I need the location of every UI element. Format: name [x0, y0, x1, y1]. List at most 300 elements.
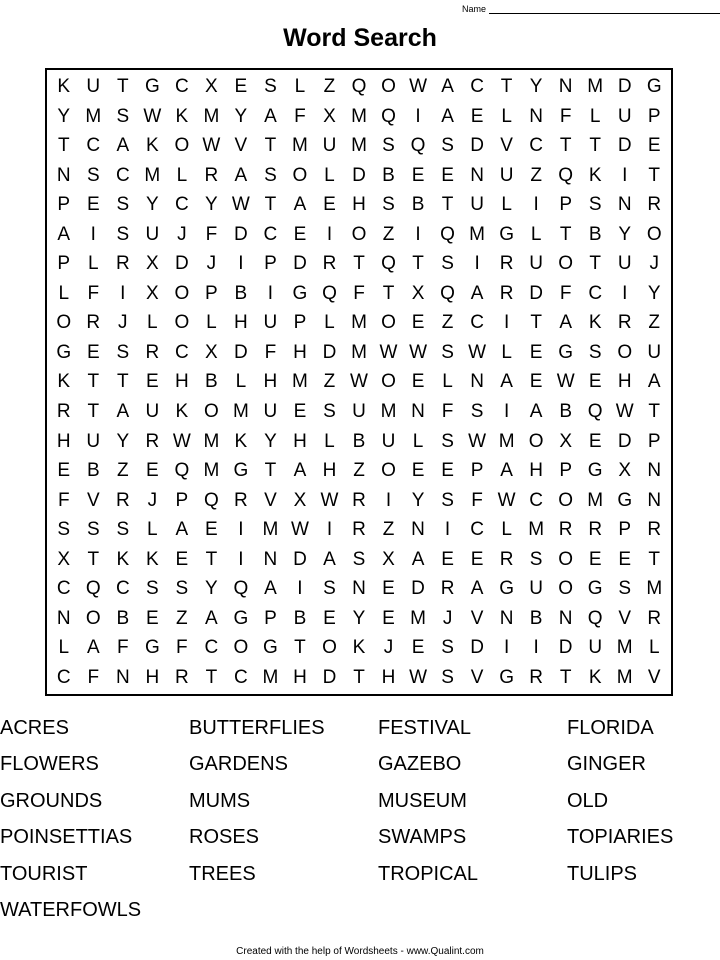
grid-cell[interactable]: A: [441, 105, 454, 127]
grid-cell[interactable]: G: [646, 76, 662, 98]
grid-cell[interactable]: W: [320, 489, 339, 511]
grid-cell[interactable]: T: [205, 548, 218, 570]
grid-cell[interactable]: P: [559, 460, 572, 482]
grid-cell[interactable]: A: [470, 578, 484, 600]
grid-cell[interactable]: O: [381, 371, 396, 393]
grid-cell[interactable]: X: [205, 76, 218, 98]
grid-cell[interactable]: F: [87, 282, 100, 304]
grid-cell[interactable]: Q: [440, 223, 455, 245]
grid-cell[interactable]: S: [588, 194, 602, 216]
grid-cell[interactable]: D: [470, 637, 484, 659]
grid-cell[interactable]: O: [174, 135, 190, 157]
grid-cell[interactable]: T: [87, 401, 100, 423]
grid-cell[interactable]: O: [646, 223, 662, 245]
grid-cell[interactable]: V: [86, 489, 100, 511]
grid-cell[interactable]: M: [616, 637, 633, 659]
grid-cell[interactable]: L: [58, 282, 70, 304]
grid-cell[interactable]: E: [411, 371, 425, 393]
grid-cell[interactable]: X: [323, 105, 336, 127]
grid-cell[interactable]: W: [172, 430, 191, 452]
grid-cell[interactable]: D: [234, 223, 248, 245]
grid-cell[interactable]: T: [500, 76, 513, 98]
grid-cell[interactable]: U: [145, 223, 160, 245]
grid-cell[interactable]: M: [203, 460, 220, 482]
grid-cell[interactable]: S: [264, 164, 277, 186]
grid-cell[interactable]: A: [234, 164, 248, 186]
grid-cell[interactable]: Y: [205, 194, 218, 216]
grid-cell[interactable]: Y: [264, 430, 277, 452]
grid-cell[interactable]: G: [233, 607, 249, 629]
grid-cell[interactable]: E: [234, 76, 248, 98]
grid-cell[interactable]: H: [174, 371, 189, 393]
grid-cell[interactable]: B: [382, 164, 395, 186]
grid-cell[interactable]: I: [120, 282, 126, 304]
grid-cell[interactable]: O: [558, 253, 574, 275]
grid-cell[interactable]: A: [500, 460, 513, 482]
grid-cell[interactable]: D: [617, 430, 632, 452]
grid-cell[interactable]: B: [529, 607, 543, 629]
grid-cell[interactable]: D: [617, 135, 632, 157]
grid-cell[interactable]: Z: [176, 607, 188, 629]
grid-cell[interactable]: O: [558, 578, 574, 600]
grid-cell[interactable]: V: [234, 135, 248, 157]
grid-cell[interactable]: U: [647, 341, 662, 363]
grid-cell[interactable]: M: [262, 666, 279, 688]
grid-cell[interactable]: R: [115, 253, 130, 275]
grid-cell[interactable]: C: [56, 578, 71, 600]
grid-cell[interactable]: T: [530, 312, 542, 334]
grid-cell[interactable]: H: [322, 460, 337, 482]
grid-cell[interactable]: L: [442, 371, 453, 393]
grid-cell[interactable]: R: [145, 341, 160, 363]
grid-cell[interactable]: T: [87, 371, 100, 393]
grid-cell[interactable]: N: [263, 548, 278, 570]
grid-cell[interactable]: U: [499, 164, 514, 186]
grid-cell[interactable]: A: [441, 76, 454, 98]
grid-cell[interactable]: T: [57, 135, 70, 157]
grid-cell[interactable]: D: [529, 282, 543, 304]
grid-cell[interactable]: E: [470, 105, 484, 127]
grid-cell[interactable]: Y: [647, 282, 661, 304]
grid-cell[interactable]: I: [533, 194, 539, 216]
grid-cell[interactable]: F: [176, 637, 188, 659]
grid-cell[interactable]: O: [617, 341, 633, 363]
grid-cell[interactable]: J: [177, 223, 187, 245]
grid-cell[interactable]: F: [205, 223, 218, 245]
grid-cell[interactable]: I: [503, 312, 510, 334]
grid-cell[interactable]: I: [238, 548, 244, 570]
grid-cell[interactable]: M: [410, 607, 426, 629]
grid-cell[interactable]: T: [412, 253, 424, 275]
grid-cell[interactable]: T: [382, 282, 395, 304]
grid-cell[interactable]: F: [264, 341, 277, 363]
grid-cell[interactable]: T: [648, 548, 661, 570]
grid-cell[interactable]: H: [145, 666, 160, 688]
grid-cell[interactable]: J: [649, 253, 659, 275]
grid-cell[interactable]: E: [86, 194, 100, 216]
grid-cell[interactable]: P: [647, 430, 661, 452]
grid-cell[interactable]: D: [293, 253, 307, 275]
grid-cell[interactable]: S: [175, 578, 189, 600]
grid-cell[interactable]: D: [558, 637, 573, 659]
grid-cell[interactable]: N: [352, 578, 366, 600]
grid-cell[interactable]: M: [292, 371, 308, 393]
grid-cell[interactable]: S: [86, 164, 100, 186]
grid-cell[interactable]: E: [529, 371, 543, 393]
grid-cell[interactable]: L: [206, 312, 217, 334]
grid-cell[interactable]: A: [647, 371, 661, 393]
grid-cell[interactable]: H: [293, 430, 307, 452]
grid-cell[interactable]: Y: [116, 430, 130, 452]
grid-cell[interactable]: L: [501, 341, 512, 363]
grid-cell[interactable]: Q: [203, 489, 219, 511]
grid-cell[interactable]: T: [205, 666, 218, 688]
grid-cell[interactable]: I: [444, 519, 451, 541]
grid-cell[interactable]: A: [264, 105, 277, 127]
grid-cell[interactable]: E: [411, 164, 425, 186]
grid-cell[interactable]: N: [558, 607, 573, 629]
grid-cell[interactable]: E: [86, 341, 100, 363]
grid-cell[interactable]: E: [145, 460, 159, 482]
grid-cell[interactable]: R: [204, 164, 219, 186]
grid-cell[interactable]: L: [530, 223, 542, 245]
grid-cell[interactable]: Q: [174, 460, 190, 482]
grid-cell[interactable]: O: [381, 460, 396, 482]
grid-cell[interactable]: A: [293, 460, 307, 482]
grid-cell[interactable]: T: [117, 76, 129, 98]
grid-cell[interactable]: G: [499, 666, 514, 688]
grid-cell[interactable]: M: [144, 164, 161, 186]
grid-cell[interactable]: T: [559, 666, 572, 688]
grid-cell[interactable]: S: [441, 430, 454, 452]
grid-cell[interactable]: Z: [117, 460, 129, 482]
grid-cell[interactable]: Q: [381, 105, 396, 127]
grid-cell[interactable]: K: [175, 401, 189, 423]
grid-cell[interactable]: L: [589, 105, 601, 127]
grid-cell[interactable]: M: [380, 401, 397, 423]
grid-cell[interactable]: H: [56, 430, 71, 452]
grid-cell[interactable]: J: [206, 253, 217, 275]
grid-cell[interactable]: N: [56, 164, 71, 186]
grid-cell[interactable]: L: [324, 164, 335, 186]
grid-cell[interactable]: S: [618, 578, 632, 600]
grid-cell[interactable]: K: [57, 76, 71, 98]
grid-cell[interactable]: L: [87, 253, 99, 275]
grid-cell[interactable]: P: [205, 282, 218, 304]
grid-cell[interactable]: S: [116, 194, 130, 216]
grid-cell[interactable]: E: [588, 430, 602, 452]
grid-cell[interactable]: E: [323, 607, 336, 629]
grid-cell[interactable]: D: [322, 666, 337, 688]
grid-cell[interactable]: K: [145, 548, 159, 570]
grid-cell[interactable]: A: [529, 401, 543, 423]
grid-cell[interactable]: I: [326, 519, 333, 541]
grid-cell[interactable]: N: [499, 607, 514, 629]
grid-cell[interactable]: X: [411, 282, 425, 304]
grid-cell[interactable]: E: [145, 607, 159, 629]
grid-cell[interactable]: M: [351, 135, 367, 157]
grid-cell[interactable]: N: [470, 371, 484, 393]
grid-cell[interactable]: Y: [145, 194, 159, 216]
grid-cell[interactable]: G: [144, 637, 160, 659]
grid-cell[interactable]: P: [264, 607, 277, 629]
grid-cell[interactable]: F: [353, 282, 365, 304]
grid-cell[interactable]: E: [175, 548, 189, 570]
grid-cell[interactable]: U: [529, 253, 543, 275]
grid-cell[interactable]: B: [86, 460, 100, 482]
grid-cell[interactable]: I: [238, 253, 244, 275]
grid-cell[interactable]: Y: [411, 489, 425, 511]
grid-cell[interactable]: Z: [323, 76, 336, 98]
grid-cell[interactable]: K: [234, 430, 248, 452]
grid-cell[interactable]: L: [501, 519, 512, 541]
grid-cell[interactable]: U: [352, 401, 366, 423]
grid-cell[interactable]: P: [57, 194, 71, 216]
grid-cell[interactable]: L: [412, 430, 424, 452]
grid-cell[interactable]: W: [409, 341, 427, 363]
grid-cell[interactable]: U: [470, 194, 484, 216]
grid-cell[interactable]: A: [116, 135, 130, 157]
grid-cell[interactable]: C: [470, 76, 484, 98]
grid-cell[interactable]: M: [351, 105, 367, 127]
grid-cell[interactable]: J: [383, 637, 394, 659]
grid-cell[interactable]: T: [589, 253, 601, 275]
grid-cell[interactable]: H: [617, 371, 632, 393]
grid-cell[interactable]: W: [202, 135, 221, 157]
grid-cell[interactable]: Q: [233, 578, 249, 600]
grid-cell[interactable]: O: [558, 489, 574, 511]
grid-cell[interactable]: T: [87, 548, 100, 570]
grid-cell[interactable]: Z: [441, 312, 454, 334]
grid-cell[interactable]: O: [351, 223, 367, 245]
grid-cell[interactable]: D: [293, 548, 307, 570]
grid-cell[interactable]: V: [647, 666, 661, 688]
grid-cell[interactable]: P: [175, 489, 189, 511]
grid-cell[interactable]: K: [57, 371, 71, 393]
grid-cell[interactable]: M: [292, 135, 308, 157]
grid-cell[interactable]: F: [441, 401, 454, 423]
grid-cell[interactable]: E: [411, 637, 425, 659]
grid-cell[interactable]: B: [559, 401, 572, 423]
grid-cell[interactable]: S: [441, 341, 454, 363]
grid-cell[interactable]: P: [559, 194, 572, 216]
grid-cell[interactable]: G: [263, 637, 278, 659]
grid-cell[interactable]: B: [352, 430, 366, 452]
grid-cell[interactable]: Z: [323, 371, 336, 393]
grid-cell[interactable]: O: [174, 312, 190, 334]
grid-cell[interactable]: S: [86, 519, 100, 541]
grid-cell[interactable]: N: [115, 666, 130, 688]
grid-cell[interactable]: C: [56, 666, 71, 688]
grid-cell[interactable]: F: [57, 489, 70, 511]
grid-cell[interactable]: T: [353, 666, 365, 688]
grid-cell[interactable]: A: [86, 637, 100, 659]
grid-cell[interactable]: A: [559, 312, 572, 334]
grid-cell[interactable]: M: [587, 76, 604, 98]
grid-cell[interactable]: A: [293, 194, 307, 216]
grid-cell[interactable]: Z: [530, 164, 542, 186]
grid-cell[interactable]: I: [533, 637, 539, 659]
grid-cell[interactable]: X: [293, 489, 307, 511]
grid-cell[interactable]: Q: [440, 282, 455, 304]
grid-cell[interactable]: O: [322, 637, 337, 659]
grid-cell[interactable]: W: [379, 341, 398, 363]
grid-cell[interactable]: F: [87, 666, 100, 688]
grid-cell[interactable]: Q: [410, 135, 426, 157]
grid-cell[interactable]: X: [382, 548, 395, 570]
grid-cell[interactable]: S: [116, 105, 130, 127]
grid-cell[interactable]: G: [144, 76, 160, 98]
grid-cell[interactable]: W: [497, 489, 516, 511]
grid-cell[interactable]: R: [499, 548, 514, 570]
grid-cell[interactable]: M: [85, 105, 102, 127]
grid-cell[interactable]: K: [588, 666, 602, 688]
grid-cell[interactable]: R: [145, 430, 160, 452]
grid-cell[interactable]: E: [382, 578, 395, 600]
grid-cell[interactable]: L: [147, 519, 158, 541]
grid-cell[interactable]: S: [323, 401, 336, 423]
grid-cell[interactable]: L: [147, 312, 158, 334]
grid-cell[interactable]: Y: [205, 578, 218, 600]
grid-cell[interactable]: A: [323, 548, 336, 570]
grid-cell[interactable]: S: [441, 253, 454, 275]
grid-cell[interactable]: J: [442, 607, 453, 629]
grid-cell[interactable]: S: [529, 548, 543, 570]
grid-cell[interactable]: Q: [587, 401, 603, 423]
grid-cell[interactable]: E: [323, 194, 336, 216]
grid-cell[interactable]: D: [470, 135, 484, 157]
grid-cell[interactable]: A: [175, 519, 189, 541]
grid-cell[interactable]: C: [115, 578, 130, 600]
name-line[interactable]: [489, 4, 720, 14]
grid-cell[interactable]: H: [381, 666, 396, 688]
grid-cell[interactable]: S: [116, 223, 130, 245]
grid-cell[interactable]: C: [174, 194, 189, 216]
grid-cell[interactable]: R: [352, 489, 366, 511]
grid-cell[interactable]: S: [116, 341, 130, 363]
grid-cell[interactable]: X: [205, 341, 218, 363]
grid-cell[interactable]: I: [503, 401, 510, 423]
grid-cell[interactable]: K: [352, 637, 366, 659]
grid-cell[interactable]: I: [267, 282, 274, 304]
grid-cell[interactable]: O: [528, 430, 544, 452]
grid-cell[interactable]: F: [294, 105, 306, 127]
grid-cell[interactable]: R: [322, 253, 337, 275]
grid-cell[interactable]: Q: [85, 578, 101, 600]
grid-cell[interactable]: G: [499, 223, 514, 245]
grid-cell[interactable]: U: [322, 135, 337, 157]
grid-cell[interactable]: E: [145, 371, 159, 393]
grid-cell[interactable]: G: [587, 460, 603, 482]
grid-cell[interactable]: S: [441, 666, 454, 688]
grid-cell[interactable]: R: [499, 253, 514, 275]
grid-cell[interactable]: J: [118, 312, 128, 334]
grid-cell[interactable]: M: [587, 489, 604, 511]
grid-cell[interactable]: S: [352, 548, 366, 570]
grid-cell[interactable]: F: [559, 105, 572, 127]
grid-cell[interactable]: A: [205, 607, 218, 629]
grid-cell[interactable]: R: [440, 578, 455, 600]
grid-cell[interactable]: P: [264, 253, 277, 275]
grid-cell[interactable]: Q: [351, 76, 367, 98]
grid-cell[interactable]: L: [324, 312, 335, 334]
grid-cell[interactable]: E: [205, 519, 218, 541]
grid-cell[interactable]: V: [500, 135, 513, 157]
grid-cell[interactable]: S: [441, 489, 454, 511]
grid-cell[interactable]: N: [56, 607, 71, 629]
grid-cell[interactable]: E: [470, 548, 484, 570]
grid-cell[interactable]: W: [290, 519, 309, 541]
grid-cell[interactable]: C: [529, 489, 543, 511]
grid-cell[interactable]: E: [293, 401, 307, 423]
grid-cell[interactable]: K: [145, 135, 159, 157]
grid-cell[interactable]: R: [588, 519, 603, 541]
grid-cell[interactable]: Q: [587, 607, 603, 629]
grid-cell[interactable]: A: [470, 282, 484, 304]
grid-cell[interactable]: T: [648, 401, 661, 423]
grid-cell[interactable]: Q: [381, 253, 396, 275]
grid-cell[interactable]: B: [293, 607, 307, 629]
grid-cell[interactable]: O: [85, 607, 101, 629]
grid-cell[interactable]: W: [409, 666, 427, 688]
grid-cell[interactable]: C: [588, 282, 603, 304]
grid-cell[interactable]: H: [529, 460, 543, 482]
grid-cell[interactable]: U: [86, 76, 101, 98]
grid-cell[interactable]: E: [647, 135, 661, 157]
grid-cell[interactable]: D: [411, 578, 425, 600]
grid-cell[interactable]: E: [57, 460, 71, 482]
grid-cell[interactable]: C: [174, 341, 189, 363]
grid-cell[interactable]: Z: [382, 519, 395, 541]
grid-cell[interactable]: A: [116, 401, 130, 423]
grid-cell[interactable]: B: [588, 223, 602, 245]
grid-cell[interactable]: K: [588, 164, 602, 186]
grid-cell[interactable]: Y: [57, 105, 71, 127]
grid-cell[interactable]: U: [263, 312, 278, 334]
grid-cell[interactable]: M: [469, 223, 485, 245]
grid-cell[interactable]: V: [618, 607, 632, 629]
grid-cell[interactable]: S: [264, 76, 277, 98]
grid-cell[interactable]: Y: [618, 223, 632, 245]
grid-cell[interactable]: L: [324, 430, 335, 452]
grid-cell[interactable]: I: [326, 223, 333, 245]
grid-cell[interactable]: M: [203, 430, 220, 452]
grid-cell[interactable]: H: [293, 666, 307, 688]
grid-cell[interactable]: P: [618, 519, 632, 541]
grid-cell[interactable]: R: [56, 401, 71, 423]
grid-cell[interactable]: T: [559, 135, 572, 157]
grid-cell[interactable]: L: [58, 637, 70, 659]
grid-cell[interactable]: N: [529, 105, 543, 127]
grid-cell[interactable]: E: [441, 164, 454, 186]
grid-cell[interactable]: T: [648, 164, 661, 186]
grid-cell[interactable]: Y: [352, 607, 366, 629]
grid-cell[interactable]: E: [411, 460, 425, 482]
grid-cell[interactable]: O: [233, 637, 249, 659]
grid-cell[interactable]: O: [381, 312, 396, 334]
grid-cell[interactable]: A: [264, 578, 277, 600]
grid-cell[interactable]: M: [351, 312, 367, 334]
grid-cell[interactable]: M: [646, 578, 663, 600]
grid-cell[interactable]: R: [529, 666, 543, 688]
grid-cell[interactable]: R: [499, 282, 514, 304]
grid-cell[interactable]: U: [588, 637, 603, 659]
grid-cell[interactable]: A: [57, 223, 71, 245]
grid-cell[interactable]: F: [471, 489, 483, 511]
grid-cell[interactable]: T: [589, 135, 601, 157]
grid-cell[interactable]: L: [648, 637, 660, 659]
grid-cell[interactable]: W: [350, 371, 368, 393]
